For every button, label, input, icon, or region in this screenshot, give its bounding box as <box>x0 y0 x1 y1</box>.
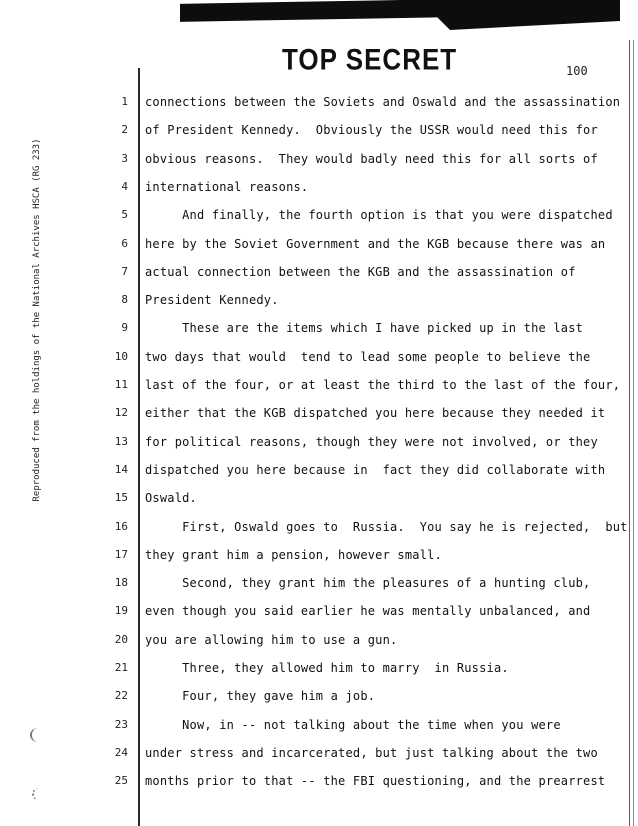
transcript-line <box>0 463 638 483</box>
transcript-line <box>0 293 638 313</box>
line-text: even though you said earlier he was mentally unbalanced, and <box>145 604 591 619</box>
line-number: 21 <box>114 661 128 674</box>
transcript-line <box>0 123 638 143</box>
line-text: international reasons. <box>145 179 309 194</box>
line-number: 13 <box>114 434 128 448</box>
line-number: 15 <box>114 491 128 505</box>
line-number: 7 <box>121 264 128 278</box>
line-text: months prior to that -- the FBI questioning, and the prearrest <box>145 774 606 789</box>
transcript-line <box>0 576 638 596</box>
line-number: 9 <box>121 321 128 335</box>
line-text: two days that would tend to lead some people to believe the <box>145 349 591 364</box>
transcript-line <box>0 95 638 115</box>
line-text: of President Kennedy. Obviously the USSR would need this for <box>145 123 598 138</box>
line-number: 25 <box>114 774 128 788</box>
line-number: 19 <box>114 604 128 618</box>
transcript-line <box>0 208 638 228</box>
transcript-line <box>0 604 638 624</box>
transcript-line <box>0 633 638 653</box>
transcript-line <box>0 237 638 257</box>
punch-hole-mark <box>32 788 46 800</box>
line-text: First, Oswald goes to Russia. You say he is rejected, but <box>145 519 628 534</box>
line-number: 10 <box>114 349 128 363</box>
transcript-line <box>0 548 638 568</box>
transcript-line <box>0 520 638 540</box>
line-number: 16 <box>114 519 128 533</box>
line-number: 11 <box>114 378 128 391</box>
line-text: connections between the Soviets and Oswald and the assassination <box>145 95 621 109</box>
punch-hole-mark <box>30 728 46 742</box>
transcript-line <box>0 350 638 370</box>
line-text: under stress and incarcerated, but just talking about the two <box>145 745 598 760</box>
archive-margin-note: Reproduced from the holdings of the National Archives HSCA (RG 233) <box>32 138 42 502</box>
line-text: obvious reasons. They would badly need this for all sorts of <box>145 151 598 166</box>
line-number: 17 <box>114 547 128 561</box>
transcript-line <box>0 265 638 285</box>
classification-stamp: TOP SECRET <box>282 41 458 77</box>
line-number: 5 <box>121 208 128 222</box>
transcript-line <box>0 435 638 455</box>
page-number: 100 <box>566 64 588 78</box>
line-text: for political reasons, though they were not involved, or they <box>145 434 598 449</box>
line-number: 12 <box>114 406 128 420</box>
line-text: Second, they grant him the pleasures of a hunting club, <box>145 576 591 591</box>
line-number: 24 <box>114 745 128 759</box>
line-number: 3 <box>121 151 128 165</box>
line-number: 4 <box>121 179 128 193</box>
line-text: dispatched you here because in fact they did collaborate with <box>145 462 606 477</box>
transcript-line <box>0 180 638 200</box>
line-text: And finally, the fourth option is that you were dispatched <box>145 208 613 223</box>
line-number: 22 <box>114 689 128 703</box>
transcript-line <box>0 718 638 738</box>
transcript-line <box>0 746 638 766</box>
transcript-line <box>0 406 638 426</box>
line-text: Oswald. <box>145 491 197 506</box>
line-number: 8 <box>121 293 128 307</box>
transcript-line <box>0 689 638 709</box>
line-number: 2 <box>121 123 128 137</box>
line-number: 20 <box>114 632 128 646</box>
line-text: Three, they allowed him to marry in Russia. <box>145 661 509 675</box>
redaction-bar-edge <box>420 0 620 30</box>
line-text: President Kennedy. <box>145 293 279 308</box>
line-text: here by the Soviet Government and the KGB because there was an <box>145 236 606 251</box>
line-text: either that the KGB dispatched you here because they needed it <box>145 406 606 421</box>
line-number: 23 <box>114 717 128 731</box>
line-number: 1 <box>121 95 128 108</box>
line-text: Now, in -- not talking about the time when you were <box>145 717 561 732</box>
line-text: they grant him a pension, however small. <box>145 547 442 562</box>
line-text: These are the items which I have picked up in the last <box>145 321 584 336</box>
transcript-line <box>0 321 638 341</box>
transcript-line <box>0 152 638 172</box>
transcript-line <box>0 378 638 398</box>
line-text: Four, they gave him a job. <box>145 689 376 704</box>
line-text: you are allowing him to use a gun. <box>145 632 398 647</box>
transcript-line <box>0 661 638 681</box>
line-number: 18 <box>114 576 128 590</box>
transcript-line <box>0 774 638 794</box>
line-number: 14 <box>114 462 128 476</box>
line-number: 6 <box>121 236 128 250</box>
transcript-line <box>0 491 638 511</box>
line-text: last of the four, or at least the third to the last of the four, <box>145 378 621 392</box>
line-text: actual connection between the KGB and the assassination of <box>145 264 576 279</box>
